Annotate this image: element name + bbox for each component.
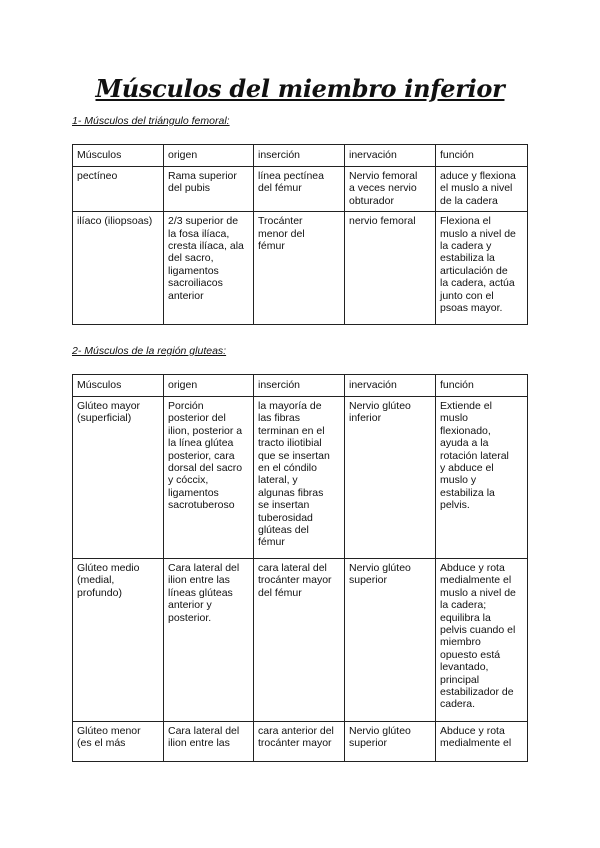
table-cell: Glúteo menor (es el más — [73, 722, 164, 762]
table-header-row — [73, 145, 528, 167]
column-header: inervación — [345, 145, 436, 167]
section-heading-femoral: 1- Músculos del triángulo femoral: — [72, 115, 230, 127]
table-cell: ilíaco (iliopsoas) — [73, 212, 164, 325]
column-header: función — [436, 145, 528, 167]
table-cell: 2/3 superior de la fosa ilíaca, cresta ilíaca, ala del sacro, ligamentos sacroiliacos anterior — [164, 212, 254, 325]
table-cell: la mayoría de las fibras terminan en el tracto iliotibial que se insertan en el cóndilo lateral, y algunas fibras se insertan tuberosidad glúteas del fémur — [254, 397, 345, 559]
table-cell: Porción posterior del ilion, posterior a la línea glútea posterior, cara dorsal del sacro y cóccix, ligamentos sacrotuberoso — [164, 397, 254, 559]
column-header: origen — [164, 375, 254, 397]
table-row — [73, 722, 528, 762]
column-header: inserción — [254, 145, 345, 167]
table-cell: Rama superior del pubis — [164, 167, 254, 212]
table-cell: aduce y flexiona el muslo a nivel de la cadera — [436, 167, 528, 212]
table-cell: cara anterior del trocánter mayor — [254, 722, 345, 762]
table-cell: Nervio glúteo superior — [345, 559, 436, 722]
table-cell: Glúteo medio (medial, profundo) — [73, 559, 164, 722]
femoral-triangle-table — [72, 144, 528, 325]
table-row — [73, 397, 528, 559]
table-cell: Trocánter menor del fémur — [254, 212, 345, 325]
column-header: origen — [164, 145, 254, 167]
table-cell: Cara lateral del ilion entre las líneas glúteas anterior y posterior. — [164, 559, 254, 722]
table-cell: nervio femoral — [345, 212, 436, 325]
column-header: inervación — [345, 375, 436, 397]
table-cell: Cara lateral del ilion entre las — [164, 722, 254, 762]
page-title: Músculos del miembro inferior — [95, 74, 505, 103]
table-cell: Glúteo mayor (superficial) — [73, 397, 164, 559]
table-cell: pectíneo — [73, 167, 164, 212]
column-header: Músculos — [73, 375, 164, 397]
table-cell: Nervio glúteo superior — [345, 722, 436, 762]
column-header: inserción — [254, 375, 345, 397]
table-cell: Abduce y rota medialmente el muslo a nivel de la cadera; equilibra la pelvis cuando el miembro opuesto está levantado, principal estabilizador de cadera. — [436, 559, 528, 722]
table-cell: Extiende el muslo flexionado, ayuda a la rotación lateral y abduce el muslo y estabiliza la pelvis. — [436, 397, 528, 559]
table-cell: Flexiona el muslo a nivel de la cadera y estabiliza la articulación de la cadera, actúa junto con el psoas mayor. — [436, 212, 528, 325]
table-row — [73, 559, 528, 722]
table-row — [73, 167, 528, 212]
table-cell: Nervio femoral a veces nervio obturador — [345, 167, 436, 212]
table-cell: Abduce y rota medialmente el — [436, 722, 528, 762]
column-header: función — [436, 375, 528, 397]
gluteal-region-table — [72, 374, 528, 762]
table-row — [73, 212, 528, 325]
table-header-row — [73, 375, 528, 397]
table-cell: Nervio glúteo inferior — [345, 397, 436, 559]
table-cell: línea pectínea del fémur — [254, 167, 345, 212]
table-cell: cara lateral del trocánter mayor del fémur — [254, 559, 345, 722]
column-header: Músculos — [73, 145, 164, 167]
section-heading-gluteal: 2- Músculos de la región gluteas: — [72, 345, 227, 357]
